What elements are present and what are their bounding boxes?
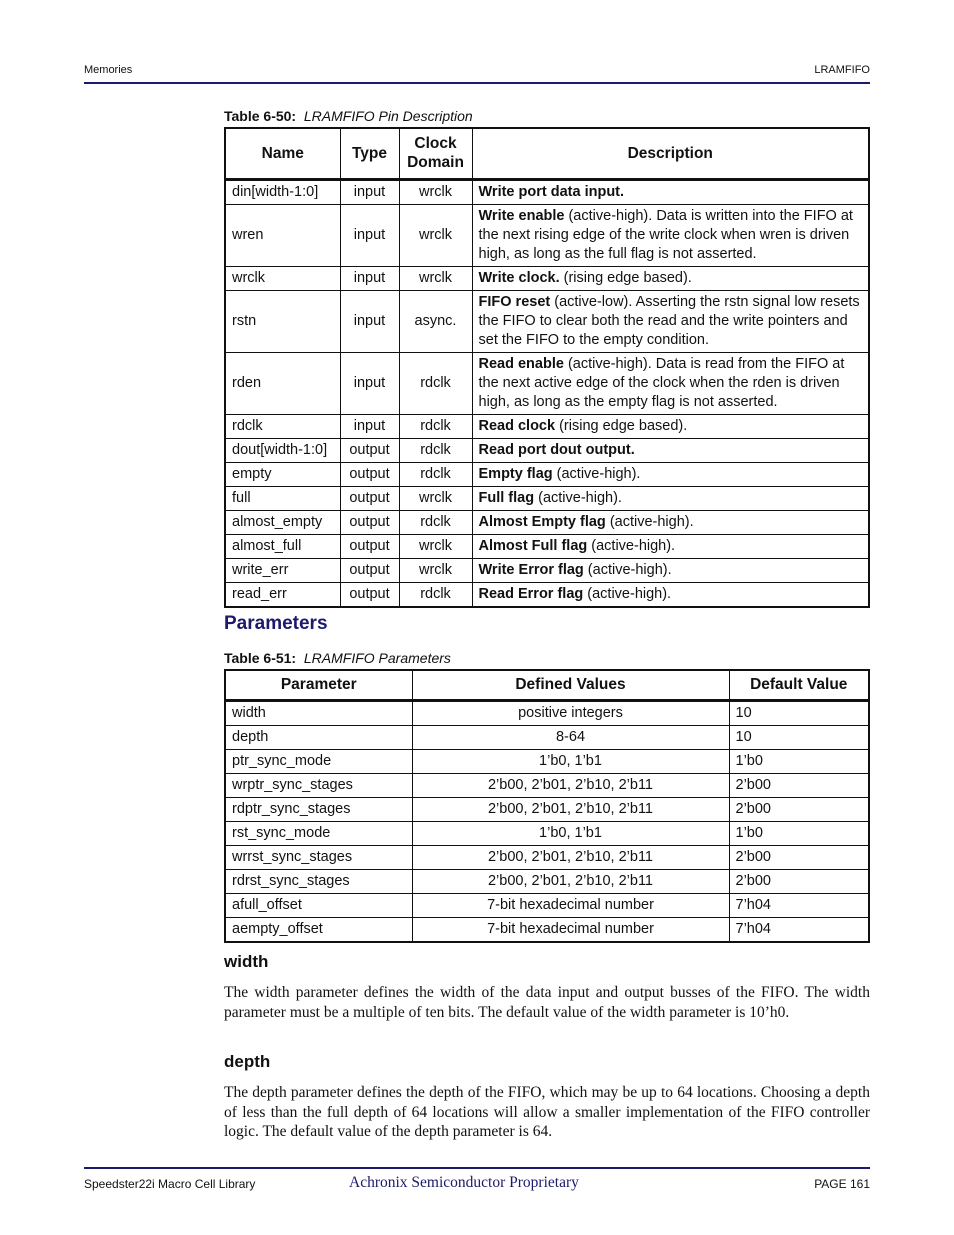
pin-description — [472, 510, 869, 534]
header-rule — [84, 82, 870, 84]
parameter-name: width — [225, 700, 412, 725]
pin-name: full — [225, 486, 340, 510]
table2-caption-label: Table 6-51: — [224, 650, 297, 666]
pin-description — [472, 438, 869, 462]
pin-type: input — [340, 204, 399, 266]
table-header-row — [225, 128, 869, 179]
pin-name: wrclk — [225, 266, 340, 290]
pin-description — [472, 558, 869, 582]
pin-description — [472, 534, 869, 558]
depth-paragraph: The depth parameter defines the depth of the FIFO, which may be up to 64 locations. Choosing a depth of less than the full depth of 64 locations will allow a smaller implementation of the FIFO controller logic. The default value of the depth parameter is 64. — [224, 1084, 870, 1140]
pin-description-text: (active-low). Asserting the rstn signal low resets the FIFO to clear both the read and the write pointers and set the FIFO to the empty condition. — [478, 293, 860, 348]
pin-type: input — [340, 414, 399, 438]
pin-row — [225, 462, 869, 486]
pin-name: read_err — [225, 582, 340, 607]
parameter-defined-values: 2’b00, 2’b01, 2’b10, 2’b11 — [412, 797, 729, 821]
pin-description-bold: Empty flag — [478, 465, 553, 482]
col-header-clock-domain: Clock Domain — [399, 128, 472, 179]
pin-row — [225, 179, 869, 204]
pin-description-bold: Almost Full flag — [478, 537, 588, 554]
pin-clock-domain: rdclk — [399, 414, 472, 438]
pin-type: input — [340, 290, 399, 352]
width-paragraph: The width parameter defines the width of the data input and output busses of the FIFO. The width parameter must be a multiple of ten bits. The default value of the width parameter is 10’h0. — [224, 984, 870, 1021]
parameter-row — [225, 821, 869, 845]
parameter-row — [225, 749, 869, 773]
table1-caption-title: LRAMFIFO Pin Description — [303, 108, 473, 124]
parameter-row — [225, 917, 869, 942]
pin-type: output — [340, 486, 399, 510]
parameter-defined-values: positive integers — [412, 700, 729, 725]
parameter-name: afull_offset — [225, 893, 412, 917]
pin-name: rdclk — [225, 414, 340, 438]
table-header-row — [225, 670, 869, 700]
table2-caption — [224, 650, 451, 666]
parameter-row — [225, 893, 869, 917]
parameter-name: ptr_sync_mode — [225, 749, 412, 773]
pin-clock-domain: rdclk — [399, 462, 472, 486]
table1-caption — [224, 108, 473, 124]
pin-description-bold: Read Error flag — [478, 585, 584, 602]
pin-name: rstn — [225, 290, 340, 352]
footer-proprietary-notice: Achronix Semiconductor Proprietary — [349, 1174, 579, 1191]
pin-description-text: (active-high). Data is read from the FIFO at the next active edge of the clock when the rden is driven high, as long as the empty flag is not asserted. — [478, 355, 845, 410]
parameter-default-value: 7’h04 — [729, 893, 869, 917]
pin-description-text: (rising edge based). — [559, 269, 692, 286]
pin-type: output — [340, 510, 399, 534]
pin-clock-domain: wrclk — [399, 558, 472, 582]
parameter-name: wrptr_sync_stages — [225, 773, 412, 797]
parameter-defined-values: 7-bit hexadecimal number — [412, 893, 729, 917]
pin-name: wren — [225, 204, 340, 266]
pin-description-text: (active-high). — [534, 489, 622, 506]
pin-description — [472, 582, 869, 607]
parameter-defined-values: 1’b0, 1’b1 — [412, 749, 729, 773]
pin-type: input — [340, 179, 399, 204]
pin-row — [225, 204, 869, 266]
pin-description-text: (active-high). Data is written into the FIFO at the next rising edge of the write clock when wren is driven high, as long as the full flag is not asserted. — [478, 207, 853, 262]
pin-description-bold: Almost Empty flag — [478, 513, 606, 530]
pin-type: output — [340, 438, 399, 462]
pin-name: almost_full — [225, 534, 340, 558]
pin-row — [225, 414, 869, 438]
parameter-default-value: 10 — [729, 725, 869, 749]
pin-row — [225, 510, 869, 534]
parameter-default-value: 1’b0 — [729, 749, 869, 773]
parameter-row — [225, 725, 869, 749]
parameter-default-value: 2’b00 — [729, 869, 869, 893]
pin-description-table — [224, 127, 870, 608]
col-header-description: Description — [472, 128, 869, 179]
parameter-default-value: 2’b00 — [729, 773, 869, 797]
parameter-row — [225, 869, 869, 893]
table2-caption-title: LRAMFIFO Parameters — [303, 650, 451, 666]
footer-rule — [84, 1167, 870, 1169]
pin-clock-domain: wrclk — [399, 179, 472, 204]
col-header-name: Name — [225, 128, 340, 179]
pin-description — [472, 204, 869, 266]
pin-description — [472, 486, 869, 510]
pin-name: empty — [225, 462, 340, 486]
pin-description-bold: Read enable — [478, 355, 564, 372]
parameter-row — [225, 797, 869, 821]
pin-row — [225, 534, 869, 558]
pin-description-text: (active-high). — [605, 513, 694, 530]
parameter-row — [225, 845, 869, 869]
pin-description-text: (rising edge based). — [555, 417, 688, 434]
pin-name: dout[width-1:0] — [225, 438, 340, 462]
parameters-table — [224, 669, 870, 943]
pin-description-text: (active-high). — [583, 561, 672, 578]
pin-type: output — [340, 582, 399, 607]
pin-row — [225, 582, 869, 607]
pin-description — [472, 414, 869, 438]
pin-type: input — [340, 352, 399, 414]
pin-type: input — [340, 266, 399, 290]
footer-book-title: Speedster22i Macro Cell Library — [84, 1177, 256, 1191]
pin-clock-domain: rdclk — [399, 582, 472, 607]
parameter-defined-values: 2’b00, 2’b01, 2’b10, 2’b11 — [412, 845, 729, 869]
footer-page-number: PAGE 161 — [814, 1177, 870, 1191]
parameter-name: aempty_offset — [225, 917, 412, 942]
pin-description — [472, 266, 869, 290]
pin-description-bold: Write port data input. — [478, 183, 625, 200]
running-header-title: LRAMFIFO — [814, 64, 870, 76]
pin-description-text: (active-high). — [587, 537, 676, 554]
pin-row — [225, 352, 869, 414]
width-heading: width — [224, 952, 269, 971]
pin-row — [225, 438, 869, 462]
parameter-defined-values: 2’b00, 2’b01, 2’b10, 2’b11 — [412, 773, 729, 797]
parameter-row — [225, 773, 869, 797]
pin-description — [472, 352, 869, 414]
parameter-defined-values: 7-bit hexadecimal number — [412, 917, 729, 942]
pin-type: output — [340, 462, 399, 486]
pin-clock-domain: wrclk — [399, 486, 472, 510]
pin-type: output — [340, 558, 399, 582]
pin-clock-domain: rdclk — [399, 510, 472, 534]
pin-name: write_err — [225, 558, 340, 582]
pin-name: rden — [225, 352, 340, 414]
pin-description-bold: Read port dout output. — [478, 441, 635, 458]
col-header-type: Type — [340, 128, 399, 179]
pin-row — [225, 290, 869, 352]
pin-clock-domain: wrclk — [399, 266, 472, 290]
parameter-name: wrrst_sync_stages — [225, 845, 412, 869]
running-header-section: Memories — [84, 64, 133, 76]
pin-row — [225, 266, 869, 290]
parameter-name: rdptr_sync_stages — [225, 797, 412, 821]
parameter-default-value: 1’b0 — [729, 821, 869, 845]
pin-clock-domain: rdclk — [399, 438, 472, 462]
col-header-parameter: Parameter — [225, 670, 412, 700]
parameter-row — [225, 700, 869, 725]
parameter-defined-values: 8-64 — [412, 725, 729, 749]
pin-description — [472, 179, 869, 204]
parameter-default-value: 7’h04 — [729, 917, 869, 942]
pin-description-bold: Write enable — [478, 207, 565, 224]
parameter-default-value: 2’b00 — [729, 845, 869, 869]
pin-description-text: (active-high). — [583, 585, 672, 602]
pin-description-bold: FIFO reset — [478, 293, 551, 310]
pin-description-text: (active-high). — [552, 465, 641, 482]
pin-description — [472, 290, 869, 352]
pin-clock-domain: rdclk — [399, 352, 472, 414]
table1-caption-label: Table 6-50: — [224, 108, 297, 124]
pin-description — [472, 462, 869, 486]
parameter-defined-values: 2’b00, 2’b01, 2’b10, 2’b11 — [412, 869, 729, 893]
parameter-name: rdrst_sync_stages — [225, 869, 412, 893]
col-header-defined-values: Defined Values — [412, 670, 729, 700]
pin-row — [225, 486, 869, 510]
parameter-name: rst_sync_mode — [225, 821, 412, 845]
pin-clock-domain: wrclk — [399, 204, 472, 266]
depth-heading: depth — [224, 1052, 271, 1071]
pin-description-bold: Write clock. — [478, 269, 560, 286]
parameter-default-value: 2’b00 — [729, 797, 869, 821]
pin-name: din[width-1:0] — [225, 179, 340, 204]
pin-clock-domain: async. — [399, 290, 472, 352]
pin-description-bold: Write Error flag — [478, 561, 584, 578]
col-header-default-value: Default Value — [729, 670, 869, 700]
parameter-defined-values: 1’b0, 1’b1 — [412, 821, 729, 845]
pin-clock-domain: wrclk — [399, 534, 472, 558]
pin-type: output — [340, 534, 399, 558]
parameters-heading: Parameters — [224, 613, 328, 634]
pin-row — [225, 558, 869, 582]
parameter-default-value: 10 — [729, 700, 869, 725]
pin-description-bold: Full flag — [478, 489, 535, 506]
pin-description-bold: Read clock — [478, 417, 556, 434]
pin-name: almost_empty — [225, 510, 340, 534]
parameter-name: depth — [225, 725, 412, 749]
